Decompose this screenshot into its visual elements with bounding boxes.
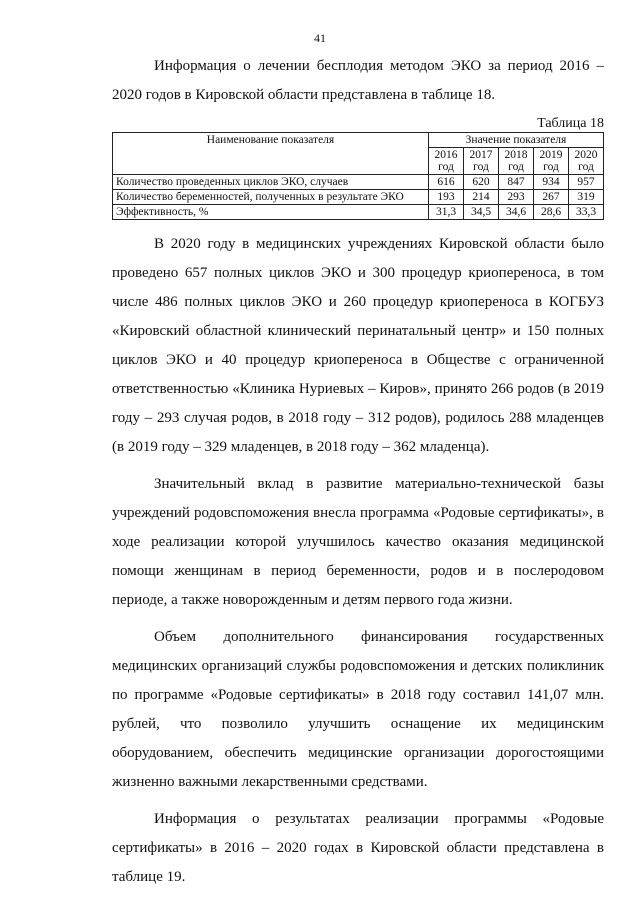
cell-value: 267 [534,190,569,205]
cell-value: 193 [429,190,464,205]
ivf-table [112,132,604,220]
year-header: 2020 год [569,148,604,175]
paragraph-table19-reference: Информация о результатах реализации программы «Родовые сертификаты» в 2016 – 2020 годах в Кировской области представлена в таблице 19. [112,811,604,885]
cell-value: 319 [569,190,604,205]
paragraph-ivf-2020: В 2020 году в медицинских учреждениях Кировской области было проведено 657 полных циклов ЭКО и 300 процедур криопереноса, в том числе 486 полных циклов ЭКО и 260 процедур криопереноса в КОГБУЗ «Кировский областной клинический перинатальный центр» и 150 полных циклов ЭКО и 40 процедур криопереноса в Обществе с ограниченной ответственностью «Клиника Нуриевых – Киров», принято 266 родов (в 2019 году – 293 случая родов, в 2018 году – 312 родов), родилось 288 младенцев (в 2019 году – 329 младенцев, в 2018 году – 362 младенца). [112,236,604,455]
row-name: Количество проведенных циклов ЭКО, случаев [113,175,429,190]
year-header: 2018 год [499,148,534,175]
cell-value: 33,3 [569,205,604,220]
table-header-row [113,133,604,148]
year-header: 2019 год [534,148,569,175]
paragraph-birth-certificates: Значительный вклад в развитие материально-технической базы учреждений родовспоможения внесла программа «Родовые сертификаты», в ходе реализации которой улучшилось качество оказания медицинской помощи женщинам в период беременности, родов и в послеродовом периоде, а также новорожденным и детям первого года жизни. [112,476,604,608]
cell-value: 957 [569,175,604,190]
row-name: Эффективность, % [113,205,429,220]
table-row [113,175,604,190]
cell-value: 214 [464,190,499,205]
cell-value: 34,5 [464,205,499,220]
cell-value: 934 [534,175,569,190]
document-body [112,52,604,892]
page-number: 41 [314,31,326,45]
cell-value: 616 [429,175,464,190]
cell-value: 28,6 [534,205,569,220]
row-name: Количество беременностей, полученных в результате ЭКО [113,190,429,205]
paragraph-financing: Объем дополнительного финансирования государственных медицинских организаций службы родовспоможения и детских поликлиник по программе «Родовые сертификаты» в 2018 году составил 141,07 млн. рублей, что позволило улучшить оснащение их медицинским оборудованием, обеспечить медицинские организации дорогостоящими жизненно важными лекарственными средствами. [112,629,604,790]
cell-value: 847 [499,175,534,190]
year-header: 2016 год [429,148,464,175]
table-row [113,190,604,205]
cell-value: 34,6 [499,205,534,220]
intro-paragraph: Информация о лечении бесплодия методом ЭКО за период 2016 – 2020 годов в Кировской области представлена в таблице 18. [112,58,604,103]
table-row [113,205,604,220]
cell-value: 31,3 [429,205,464,220]
cell-value: 620 [464,175,499,190]
cell-value: 293 [499,190,534,205]
header-indicator-value: Значение показателя [429,133,604,148]
table-caption: Таблица 18 [537,116,604,131]
year-header: 2017 год [464,148,499,175]
header-indicator-name: Наименование показателя [113,133,429,175]
